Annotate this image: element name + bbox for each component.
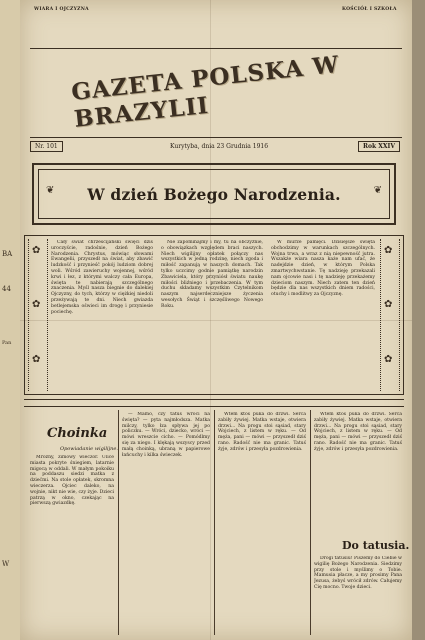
story-column-3 xyxy=(218,412,306,635)
headline: W dzień Bożego Narodzenia. xyxy=(87,184,341,204)
right-vine-border xyxy=(380,239,400,391)
story-subtitle: Opowiadanie wigilijne. xyxy=(60,446,118,452)
story-column-1 xyxy=(30,455,114,635)
masthead-title: GAZETA POLSKA W BRAZYLII xyxy=(70,50,341,133)
article-column-3 xyxy=(271,240,375,390)
header-left-motto: WIARA I OJCZYZNA xyxy=(34,7,89,12)
rose-ornament-icon: ✿ xyxy=(384,354,393,365)
story-text: Mroźny, zimowy wieczór. Ulice miasta pokryte śniegiem, latarnie migocą w oddali. W małym pokoiku na poddaszu siedzi matka z dziećmi. Na stole opłatek, skromna wieczerza. Ojciec daleko, na wojnie, nikt nie wie, czy żyje. Dzieci patrzą w okno, czekając na pierwszą gwiazdkę. xyxy=(30,455,114,507)
masthead xyxy=(70,50,378,133)
story-text: Wtem ktoś puka do drzwi. Serca zabiły żywiej. Matka wstaje, otwiera drzwi... Na progu stoi sąsiad, stary Wojciech, z listem w ręku. — Od męża, pani — mówi — przyszedł dziś rano. Radość nie ma granic. Tatuś żyje, zdrów i przesyła pozdrowienia. xyxy=(218,412,306,452)
poem-text: Drogi tatusiu! Piszemy do Ciebie w wigilię Bożego Narodzenia. Siedzimy przy stole i myślimy o Tobie. Mamusia płacze, a my prosimy Pana Jezusa, żebyś wrócił zdrów. Całujemy Cię mocno. Twoje dzieci. xyxy=(314,556,402,590)
banner-ornament-icon: ❦ xyxy=(46,185,55,196)
margin-fragment: 44 xyxy=(2,285,11,293)
rose-ornament-icon: ✿ xyxy=(384,299,393,310)
article-column-1 xyxy=(51,240,153,390)
rose-ornament-icon: ✿ xyxy=(32,299,41,310)
article-text: W murze pamięci. Dzisiejsze święta obchodzimy w warunkach szczególnych. Wojna trwa, a wraz z nią niepewność jutra. Wszakże wiara nasza każe nam ufać, że nadejdzie dzień, w którym Polska zmartwychwstanie. Tę nadzieję przekazali nam ojcowie nasi i tę nadzieję przekażemy dzieciom naszym. Niech zatem ten dzień będzie dla nas wszystkich dniem radości, otuchy i modlitwy za Ojczyznę. xyxy=(271,240,375,298)
issue-number: Nr. 101 xyxy=(30,141,63,152)
issue-info-bar xyxy=(30,141,400,155)
margin-fragment: Pan xyxy=(2,340,12,346)
header-right-motto: KOŚCIÓŁ I SZKOŁA xyxy=(342,7,397,12)
banner-ornament-icon: ❦ xyxy=(373,185,382,196)
rose-ornament-icon: ✿ xyxy=(32,245,41,256)
rose-ornament-icon: ✿ xyxy=(32,354,41,365)
poem-title: Do tatusia. xyxy=(342,539,410,552)
headline-banner xyxy=(32,163,396,225)
left-vine-border xyxy=(28,239,48,391)
story-text: Wtem ktoś puka do drzwi. Serca zabiły żywiej. Matka wstaje, otwiera drzwi... Na progu stoi sąsiad, stary Wojciech, z listem w ręku. — Od męża, pani — mówi — przyszedł dziś rano. Radość nie ma granic. Tatuś żyje, zdrów i przesyła pozdrowienia. xyxy=(314,412,402,452)
story-title: Choinka xyxy=(47,426,108,441)
feature-article-frame xyxy=(24,235,404,395)
page-edge-shadow xyxy=(412,0,425,640)
issue-date: Kurytyba, dnia 23 Grudnia 1916 xyxy=(170,143,269,150)
article-text: Cały świat chrześcijański święci dziś uroczyście, radośnie, dzień Bożego Narodzenia. Chrystus, mówiąc słowami Ewangelii, przyszedł na świat, aby zbawić ludzkość i przynieść pokój ludziom dobrej woli. Wśród zawieruchy wojennej, wśród krwi i łez, z którymi walczy cała Europa, święta te nabierają szczególnego znaczenia. Myśl nasza biegnie do dalekiej Ojczyzny, do tych, którzy w ciężkiej niedoli przeżywają te dni. Niech gwiazda betlejemska oświeci im drogę i przyniesie pociechę. xyxy=(51,240,153,315)
margin-fragment: W xyxy=(2,560,10,568)
story-text: — Mamo, czy tatuś wróci na święta? — pyta najmłodsza. Matka milczy, tylko łza spływa jej po policzku. — Wróci, dziecko, wróci — mówi wreszcie cicho. — Pomódlmy się za niego. I klękają wszyscy przed małą choinką, ubraną w papierowe łańcuchy i kilka świeczek. xyxy=(122,412,210,458)
ornamental-divider xyxy=(24,399,404,407)
article-column-2 xyxy=(161,240,263,390)
adjacent-page-strip xyxy=(0,0,21,640)
article-text: Nie zapominajmy i my, tu na obczyźnie, o obowiązkach względem braci naszych. Niech wigilijny opłatek połączy nas wszystkich w jedną rodzinę, niech zgoda i miłość zapanują w naszych domach. Tak tylko uczcimy godnie pamiątkę narodzin Zbawiciela, który przyniósł światu naukę miłości bliźniego i przebaczenia. W tym duchu składamy wszystkim Czytelnikom naszym najserdeczniejsze życzenia wesołych Świąt i szczęśliwego Nowego Roku. xyxy=(161,240,263,309)
issue-year: Rok XXIV xyxy=(358,141,400,152)
story-column-4b xyxy=(314,556,402,636)
story-column-2 xyxy=(122,412,210,635)
margin-fragment: BA xyxy=(2,250,13,258)
story-column-4a xyxy=(314,412,402,532)
rose-ornament-icon: ✿ xyxy=(384,245,393,256)
